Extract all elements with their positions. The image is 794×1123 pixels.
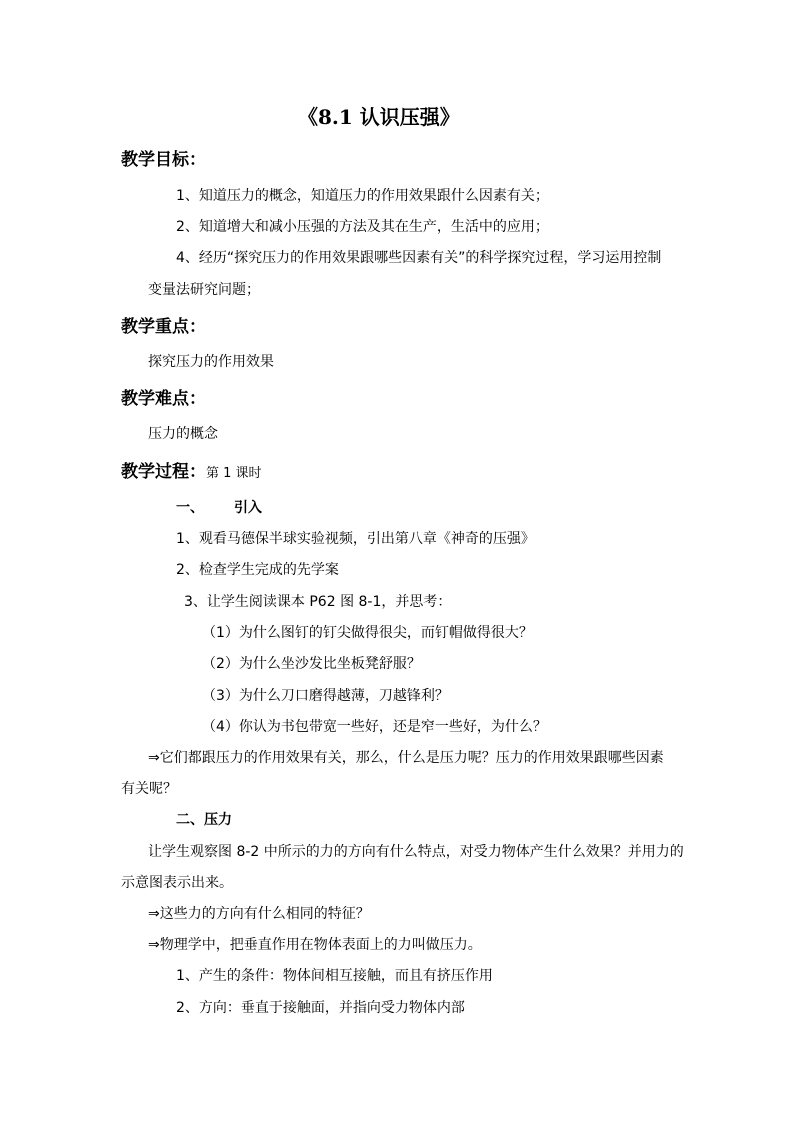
process-heading bbox=[121, 460, 262, 486]
objective-item: 2、知道增大和减小压强的方法及其在生产，生活中的应用； bbox=[176, 219, 549, 235]
objectives-heading: 教学目标： bbox=[121, 150, 206, 170]
summary-line-continued: 有关呢？ bbox=[121, 781, 177, 797]
section-2-paragraph: 让学生观察图 8-2 中所示的力的方向有什么特点，对受力物体产生什么效果？并用力的 bbox=[148, 844, 684, 860]
section-1-number: 一、 bbox=[176, 500, 204, 516]
section-2-heading: 二、压力 bbox=[176, 812, 232, 828]
section-2-question: ⇒这些力的方向有什么相同的特征？ bbox=[148, 906, 370, 922]
question-item: （4）你认为书包带宽一些好，还是窄一些好，为什么？ bbox=[202, 719, 547, 735]
question-item: （1）为什么图钉的钉尖做得很尖，而钉帽做得很大？ bbox=[202, 625, 533, 641]
section-1-heading bbox=[176, 498, 262, 518]
session-label: 第 1 课时 bbox=[206, 466, 262, 481]
question-item: （3）为什么刀口磨得越薄，刀越锋利？ bbox=[202, 688, 449, 704]
key-points-heading: 教学重点： bbox=[121, 317, 206, 337]
section-1-item: 1、观看马德保半球实验视频，引出第八章《神奇的压强》 bbox=[176, 531, 535, 547]
section-1-item: 3、让学生阅读课本 P62 图 8-1，并思考： bbox=[184, 594, 452, 610]
question-item: （2）为什么坐沙发比坐板凳舒服？ bbox=[202, 656, 421, 672]
objective-item-continued: 变量法研究问题； bbox=[148, 282, 260, 298]
difficulties-text: 压力的概念 bbox=[148, 426, 218, 442]
document-title: 《8.1 认识压强》 bbox=[298, 105, 460, 129]
section-2-item: 1、产生的条件：物体间相互接触，而且有挤压作用 bbox=[176, 968, 493, 984]
section-2-paragraph-continued: 示意图表示出来。 bbox=[121, 875, 233, 891]
section-1-label: 引入 bbox=[234, 500, 262, 516]
objective-item: 1、知道压力的概念，知道压力的作用效果跟什么因素有关； bbox=[176, 188, 549, 204]
key-points-text: 探究压力的作用效果 bbox=[148, 354, 274, 370]
section-2-item: 2、方向：垂直于接触面，并指向受力物体内部 bbox=[176, 1000, 465, 1016]
objective-item: 4、经历“探究压力的作用效果跟哪些因素有关”的科学探究过程，学习运用控制 bbox=[176, 250, 662, 266]
difficulties-heading: 教学难点： bbox=[121, 389, 206, 409]
process-heading-label: 教学过程： bbox=[121, 462, 206, 482]
pressure-definition: ⇒物理学中，把垂直作用在物体表面上的力叫做压力。 bbox=[148, 937, 482, 953]
summary-line: ⇒它们都跟压力的作用效果有关，那么，什么是压力呢？压力的作用效果跟哪些因素 bbox=[148, 750, 664, 766]
section-1-item: 2、检查学生完成的先学案 bbox=[176, 562, 339, 578]
